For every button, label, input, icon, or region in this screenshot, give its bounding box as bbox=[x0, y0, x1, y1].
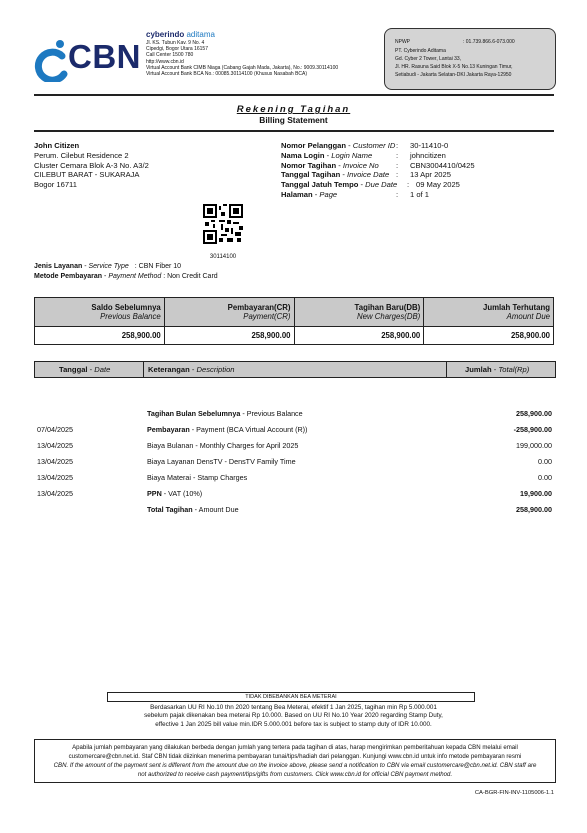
payment-notice: Apabila jumlah pembayaran yang dilakukan berbeda dengan jumlah yang tertera pada tagihan di atas, harap mengirimkan pemberitahuan kepada CBN melalui email customercare@cbn.net.id. Staf CBN tidak diizinkan menerima pembayaran tunai/tips/hadiah dari pelanggan. Kunjungi www.cbn.id untuk info metode pembayaran resmi CBN. If the amount of the payment sent is different from the amount due on the invoice above, please send a notification to CBN via email customercare@cbn.net.id. CBN staff are not authorized to receive cash payment/tips/gifts from customers. Click www.cbn.id for official CBN payment method. bbox=[34, 739, 556, 783]
previous-balance-value: 258,900.00 bbox=[35, 327, 165, 345]
new-charges-value: 258,900.00 bbox=[294, 327, 424, 345]
npwp-box: NPWP : 01.739.866.6-073.000 PT. Cyberindo Aditama Gd. Cyber 2 Tower, Lantai 33, Jl. HR. Rasuna Said Blok X-5 No.13 Kuningan Timur, Setiabudi - Jakarta Selatan-DKI Jakarta Raya-12950 bbox=[384, 28, 556, 90]
invoice-meta: Nomor Pelanggan - Customer ID : 30-11410-0 Nama Login - Login Name : johncitizen Nomor Tagihan - Invoice No : CBN3004410/0425 Tanggal Tagihan - Invoice Date : 13 Apr 2025 Tanggal Jatuh Tempo - Due Date : 09 May 2025 Halaman - Page : 1 of 1 bbox=[281, 141, 475, 199]
stamp-duty-label: TIDAK DIBEBANKAN BEA METERAI bbox=[107, 692, 475, 702]
table-row: 13/04/2025 Biaya Layanan DensTV - DensTV Family Time 0.00 bbox=[37, 457, 552, 466]
table-row: 13/04/2025 PPN - VAT (10%) 19,900.00 bbox=[37, 489, 552, 498]
table-row: 13/04/2025 Biaya Bulanan - Monthly Charges for April 2025 199,000.00 bbox=[37, 441, 552, 450]
detail-table-header: Tanggal - Date Keterangan - Description Jumlah - Total(Rp) bbox=[34, 361, 556, 378]
title-en: Billing Statement bbox=[259, 115, 328, 125]
qr-code bbox=[203, 204, 243, 244]
customer-address: John Citizen Perum. Cilebut Residence 2 Cluster Cemara Blok A-3 No. A3/2 CILEBUT BARAT - SUKARAJA Bogor 16711 bbox=[34, 141, 149, 190]
summary-table: Saldo Sebelumnya Previous Balance Pembayaran(CR) Payment(CR) Tagihan Baru(DB) New Charges(DB) Jumlah Terhutang Amount Due 258,900.00 258,900.00 258,900.00 258,900.00 bbox=[34, 297, 554, 345]
table-row-total: Total Tagihan - Amount Due 258,900.00 bbox=[147, 505, 552, 514]
amount-due-value: 258,900.00 bbox=[424, 327, 554, 345]
qr-number: 30114100 bbox=[209, 254, 237, 260]
table-row: 13/04/2025 Biaya Materai - Stamp Charges 0.00 bbox=[37, 473, 552, 482]
logo-text: CBN bbox=[68, 38, 141, 75]
document-code: CA-BGR-FIN-INV-1105006-1.1 bbox=[474, 790, 554, 796]
divider bbox=[34, 130, 554, 132]
company-address: Jl. KS. Tubun Kav. 9 No. 4 Cipedgi, Bogor Utara 16157 Call Center 1500 780 http://www.cbn.id Virtual Account Bank CIMB Niaga (Cabang Gajah Mada, Jakarta), No.: 9009.30114100 Virtual Account Bank BCA No.: 00085.30114100 (Khusus Nasabah BCA) bbox=[146, 40, 339, 78]
stamp-duty-text: Berdasarkan UU RI No.10 thn 2020 tentang Bea Meterai, efektif 1 Jan 2025, tagihan min Rp 5.000.001 sebelum pajak dikenakan bea meterai Rp 10.000. Based on UU RI No.10 Year 2020 regarding Stamp Duty, effective 1 Jan 2025 bill value min.IDR 5.000.001 before tax is subject to stamp duty of IDR 10.000. bbox=[144, 704, 443, 728]
divider bbox=[34, 94, 554, 96]
service-info: Jenis Layanan - Service Type : CBN Fiber 10 Metode Pembayaran - Payment Method : Non Credit Card bbox=[34, 263, 218, 280]
table-row: 07/04/2025 Pembayaran - Payment (BCA Virtual Account (R)) -258,900.00 bbox=[37, 425, 552, 434]
npwp-label: NPWP bbox=[395, 39, 410, 45]
title-id: Rekening Tagihan bbox=[236, 104, 351, 115]
payment-value: 258,900.00 bbox=[164, 327, 294, 345]
customer-name: John Citizen bbox=[34, 141, 80, 150]
company-name: cyberindo aditama bbox=[146, 30, 215, 39]
cbn-logo-icon bbox=[34, 38, 70, 82]
npwp-value: : 01.739.866.6-073.000 bbox=[463, 39, 515, 45]
table-row: Tagihan Bulan Sebelumnya - Previous Balance 258,900.00 bbox=[147, 409, 552, 418]
